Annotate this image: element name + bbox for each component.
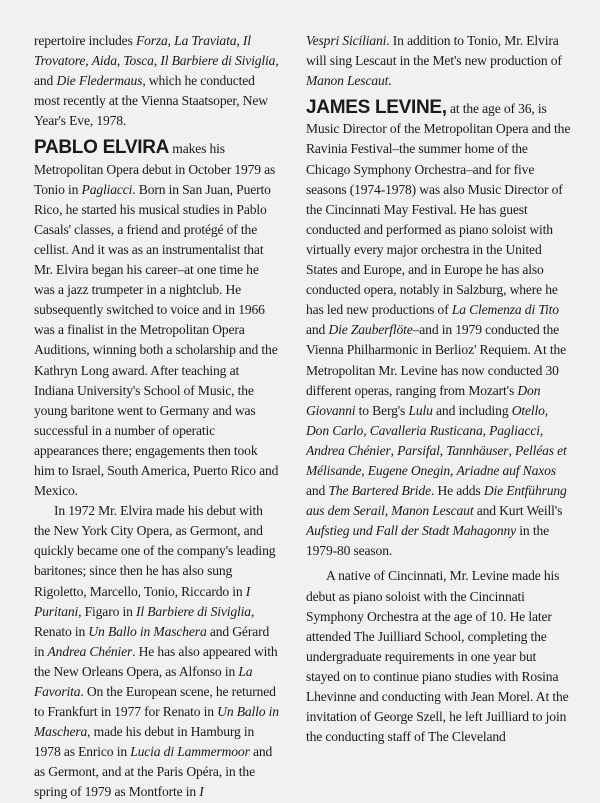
text-run: , Figaro in [78,603,136,619]
text-run: –and in 1979 conducted the Vienna Philharmonic in Berlioz' Requiem. At the Metropolitan Mr. Levine has now conducted 30 different operas, ranging from Mozart's [306,322,566,398]
text-run: to Berg's [355,402,409,418]
paragraph-levine-native [306,566,572,747]
work-title: Die Entführung aus dem Serail [306,483,567,519]
text-run: , [153,53,161,69]
work-title: Die Fledermaus [56,73,143,89]
work-title: Il Barbiere di Siviglia [160,53,276,69]
work-title: I [199,784,204,800]
bio-text [34,141,278,498]
text-run: , [85,53,92,69]
work-title: Pagliacci [81,181,133,197]
work-title: Vespri Siciliani [306,33,387,48]
text-run: and Kurt Weill's [473,503,563,519]
paragraph-vespri [306,31,572,91]
work-title: The Bartered Bride [328,483,431,499]
text-run: and as Germont, and at the Paris Opéra, in the spring of 1979 as Montforte in [34,744,273,800]
work-title: Andrea Chénier [306,442,391,458]
work-title: Eugene Onegin [367,462,451,478]
work-title: Lucia di Lammermoor [130,744,250,760]
work-title: Tannhäuser [446,442,509,458]
text-run: and Gérard in [34,623,270,659]
work-title: Un Ballo in Maschera [34,704,279,740]
paragraph-elvira-career [34,501,280,802]
text-run: makes his Metropolitan Opera debut in October 1979 as Tonio in [34,141,276,197]
work-title: Pelléas et Mélisande [306,442,567,478]
text-run: , and [34,53,279,89]
text-run: at the age of 36, is Music Director of the Metropolitan Opera and the Ravinia Festival–the summer home of the Chicago Symphony Orchestra–and for five seasons (1974-1978) was also Music Director of the Cincinnati May Festival. He has guest conducted and performed as piano soloist with virtually every major orchestra in the United States and Europe, and in Europe he has also conducted opera, notably in Salzburg, where he has led new productions of [306,101,571,318]
text-run: , [361,462,368,478]
text-run: and [306,322,329,338]
text-run: , [116,53,124,69]
work-title: Don Giovanni [306,382,541,418]
work-title: Pagliacci [489,422,540,438]
text-run: . On the European scene, he returned to Frankfurt in 1977 for Renato in [34,684,276,720]
text-run: . [388,73,392,89]
paragraph-repertoire [34,31,280,131]
text-run: and including [432,402,512,418]
text-run: , [482,422,490,438]
work-title: La Traviata [174,33,237,48]
work-title: Andrea Chénier [47,643,133,659]
text-run: , [167,33,175,48]
text-run: . In addition to Tonio, Mr. Elvira will sing Lescaut in the Met's new production of [306,33,562,69]
text-run: , [508,442,515,458]
work-title: Il Barbiere di Siviglia [135,603,251,619]
text-run: , [384,503,392,519]
text-run: . He has also appeared with the New Orleans Opera, as Alfonso in [34,643,278,679]
work-title: Un Ballo in Maschera [88,623,207,639]
text-run: , [390,442,398,458]
work-title: Aida [91,53,117,69]
work-title: Aufstieg und Fall der Stadt Mahagonny [306,523,517,539]
artist-name-pablo-elvira: PABLO ELVIRA [34,137,170,159]
work-title: Cavalleria Rusticana [369,422,483,438]
bio-text [306,101,570,558]
text-run: . Born in San Juan, Puerto Rico, he started his musical studies in Pablo Casals' classes, a friend and protégé of the cellist. And it was as an instrumentalist that Mr. Elvira began his career–at one time he was a jazz trumpeter in a nightclub. He subsequently switched to voice and in 1966 was a finalist in the Metropolitan Opera Auditions, winning both a scholarship and the Kathryn Long award. After teaching at Indiana University's School of Music, the young baritone went to Germany and was successful in a number of operatic appearances there; engagements then took him to Israel, South America, Puerto Rico and Mexico. [34,181,279,499]
work-title: Tosca [123,53,154,69]
text-run: , [236,33,243,48]
text-run: repertoire includes [34,33,136,48]
work-title: Lulu [408,402,433,418]
paragraph-james-levine [306,98,572,561]
text-run: , made his debut in Hamburg in 1978 as Enrico in [34,724,255,760]
text-run: , Renato in [34,603,255,639]
text-run: , [544,402,549,418]
work-title: Manon Lescaut [391,503,474,519]
text-run: . He adds [430,483,484,499]
text-run: , [363,422,370,438]
text-run: , which he conducted most recently at the Vienna Staatsoper, New Year's Eve, 1978. [34,73,268,129]
work-title: Forza [135,33,168,48]
work-title: Il Trovatore [34,33,251,69]
work-title: Otello [511,402,545,418]
text-run: , [539,422,544,438]
work-title: Ariadne auf Naxos [456,462,556,478]
right-column [306,31,572,747]
text-run: and [306,483,329,499]
left-column [34,31,280,803]
text-run: A native of Cincinnati, Mr. Levine made his debut as piano soloist with the Cincinnati Symphony Orchestra at the age of 10. He later attended The Juilliard School, completing the undergraduate requirements in one year but stayed on to continue piano studies with Rosina Lhevinne and conducting with Jean Morel. At the invitation of George Szell, he left Juilliard to join the conducting staff of The Cleveland [306,568,569,745]
text-run: , [439,442,447,458]
paragraph-pablo-elvira [34,138,280,501]
work-title: Parsifal [397,442,440,458]
text-run: in the 1979-80 season. [306,523,549,559]
work-title: I Puritani [34,583,251,619]
text-run: , [450,462,457,478]
work-title: Don Carlo [306,422,364,438]
artist-name-james-levine: JAMES LEVINE, [306,97,447,119]
text-run: In 1972 Mr. Elvira made his debut with the New York City Opera, as Germont, and quickly became one of the company's leading baritones; since then he has also sung Rigoletto, Marcello, Tonio, Riccardo in [34,503,276,599]
work-title: Die Zauberflöte [328,322,413,338]
work-title: La Clemenza di Tito [451,302,559,318]
work-title: Manon Lescaut [306,73,389,89]
work-title: La Favorita [34,663,253,699]
